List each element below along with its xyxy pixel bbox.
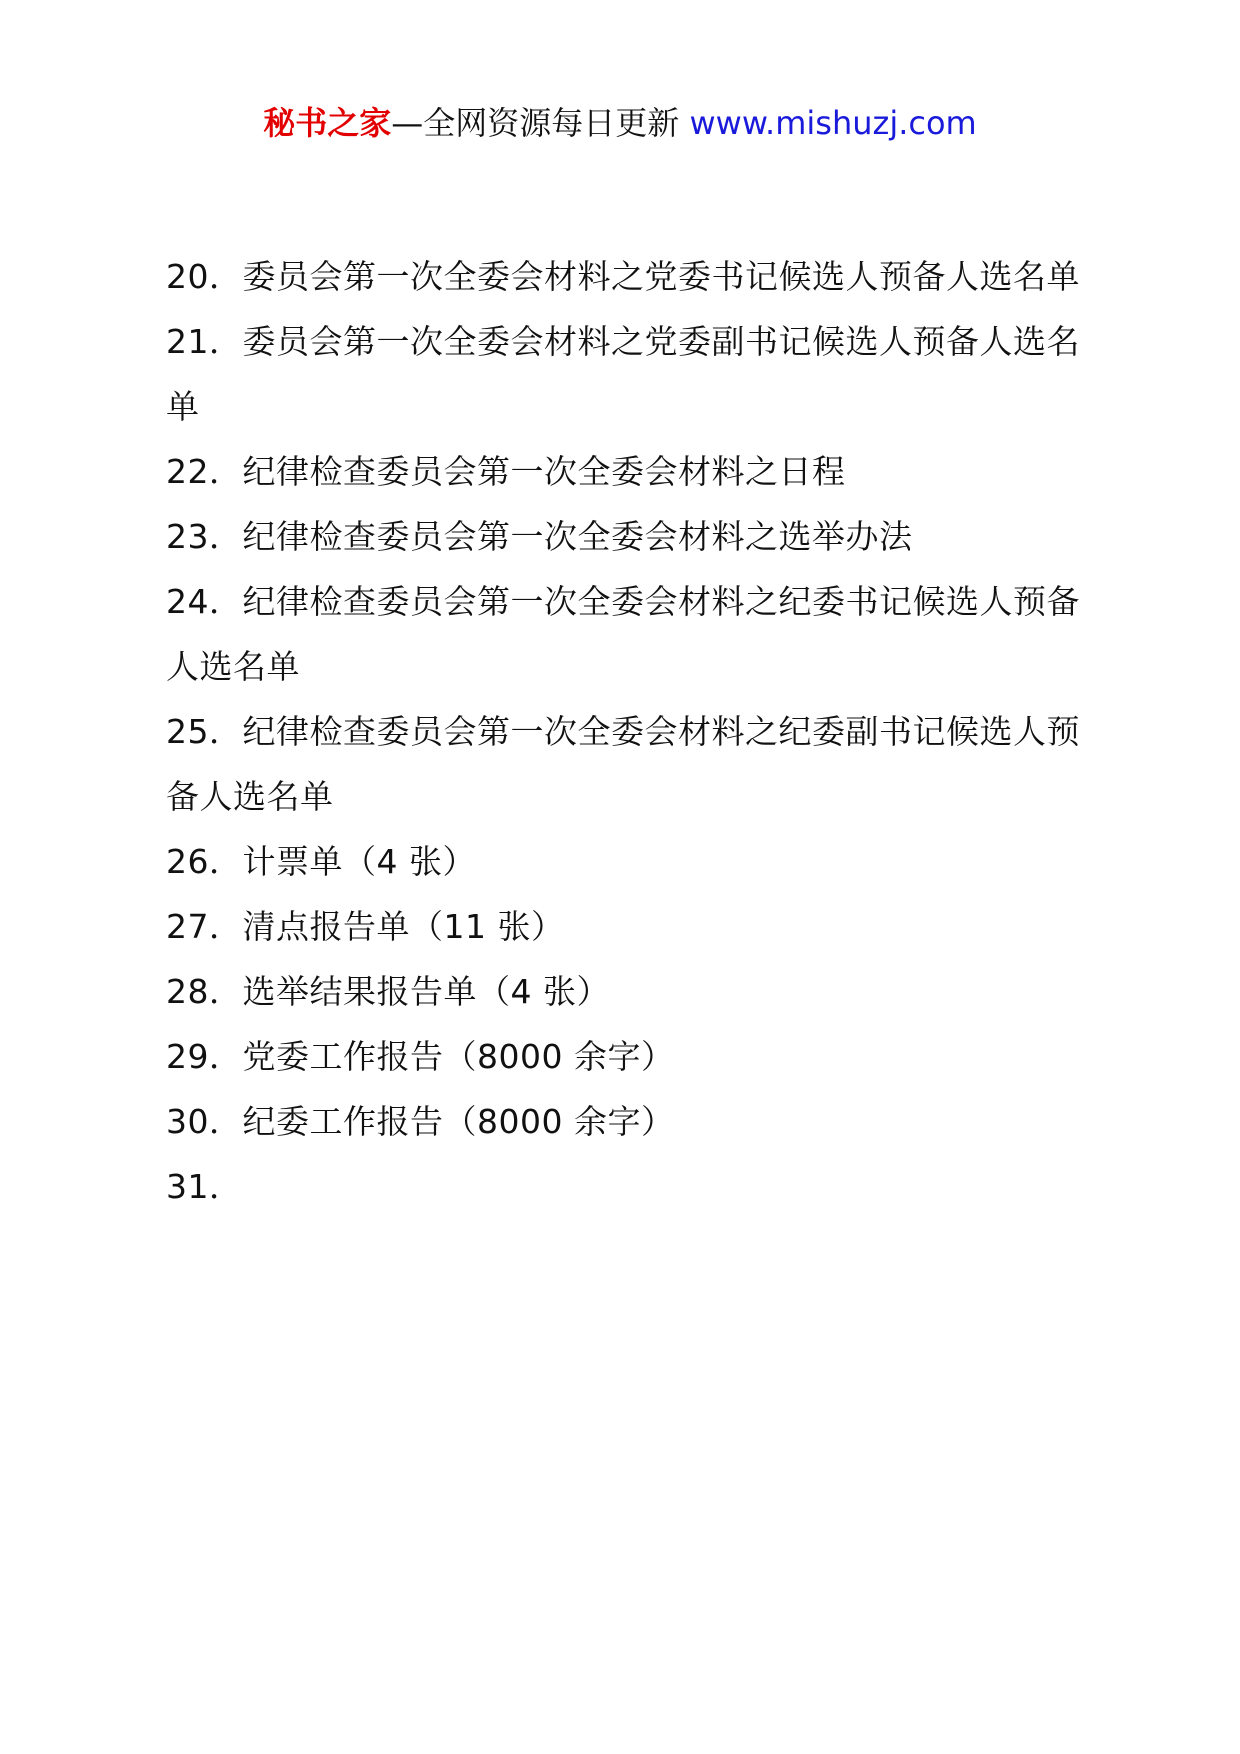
brand-name: 秘书之家 [263, 104, 392, 142]
list-item: 25．纪律检查委员会第一次全委会材料之纪委副书记候选人预备人选名单 [166, 712, 1080, 816]
list-item: 24．纪律检查委员会第一次全委会材料之纪委书记候选人预备人选名单 [166, 582, 1080, 686]
material-list [166, 244, 1096, 1219]
list-item: 26．计票单（4 张） [166, 842, 476, 881]
list-item: 20．委员会第一次全委会材料之党委书记候选人预备人选名单 [166, 257, 1080, 296]
list-item: 29．党委工作报告（8000 余字） [166, 1037, 675, 1076]
page-header [0, 100, 1240, 146]
list-item: 28．选举结果报告单（4 张） [166, 972, 610, 1011]
site-url: www.mishuzj.com [689, 104, 977, 142]
list-item: 27．清点报告单（11 张） [166, 907, 565, 946]
list-item: 23．纪律检查委员会第一次全委会材料之选举办法 [166, 517, 913, 556]
list-item: 22．纪律检查委员会第一次全委会材料之日程 [166, 452, 846, 491]
list-item: 30．纪委工作报告（8000 余字） [166, 1102, 675, 1141]
header-tagline: —全网资源每日更新 [391, 104, 680, 142]
list-item: 31． [166, 1167, 243, 1206]
list-item: 21．委员会第一次全委会材料之党委副书记候选人预备人选名单 [166, 322, 1080, 426]
